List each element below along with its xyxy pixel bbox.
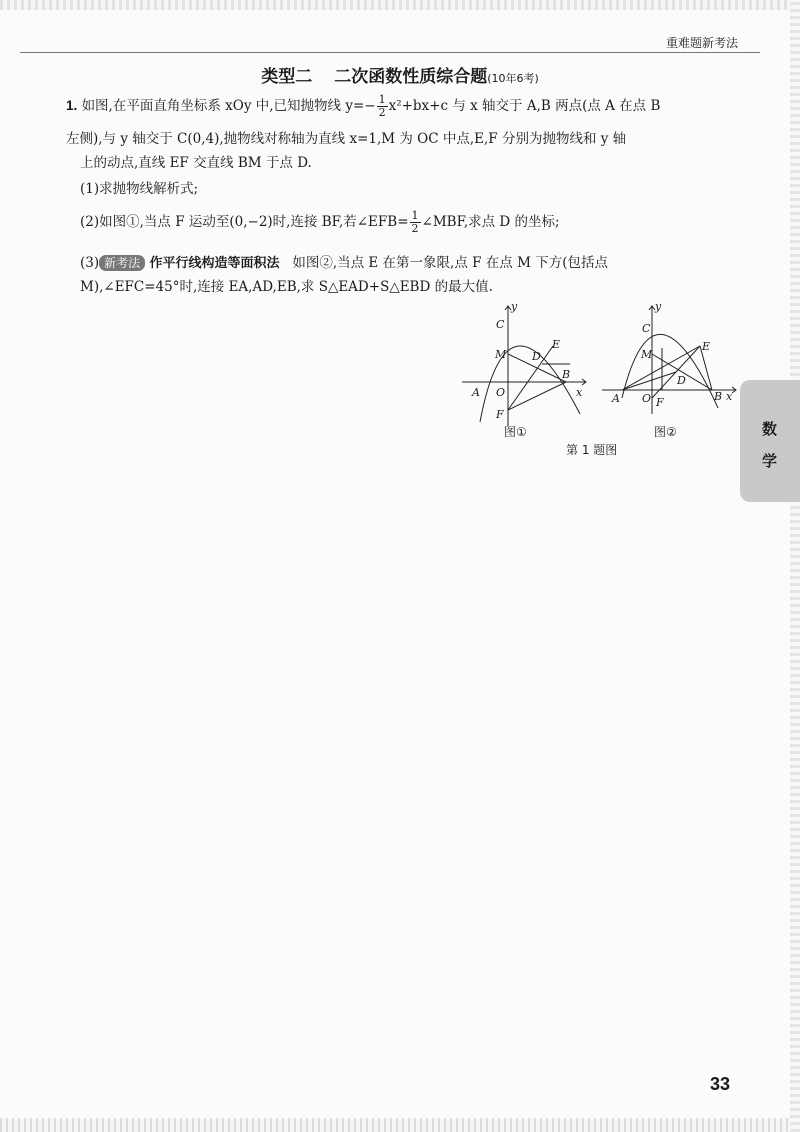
fraction-half-2: $\frac{1}{2}$	[411, 209, 419, 235]
problem-text-1b: x²+bx+c 与 x 轴交于 A,B 两点(点 A 在点 B	[388, 98, 661, 114]
label-m: M	[641, 348, 653, 361]
label-x: x	[576, 386, 583, 399]
fraction-half: $\frac{1}{2}$	[378, 93, 386, 119]
problem-number: 1.	[66, 98, 78, 113]
label-o: O	[642, 392, 652, 405]
label-a: A	[612, 392, 620, 405]
title-type: 类型二	[261, 67, 313, 87]
label-e: E	[702, 340, 711, 353]
label-e: E	[552, 338, 561, 351]
problem-line-1	[66, 94, 746, 119]
figure-caption: 第 1 题图	[566, 443, 618, 457]
part-3-cont: M),∠EFC=45°时,连接 EA,AD,EB,求 S△EAD+S△EBD 的最大值.	[80, 279, 493, 295]
label-a: A	[472, 386, 480, 399]
figure-1	[458, 302, 592, 442]
label-x: x	[726, 390, 733, 403]
label-f: F	[656, 396, 664, 409]
label-b: B	[714, 390, 723, 403]
line-ea	[622, 346, 700, 390]
page-number: 33	[709, 1074, 730, 1094]
label-m: M	[495, 348, 507, 361]
new-method-tag: 新考法	[99, 255, 145, 271]
label-o: O	[496, 386, 506, 399]
figure-2	[600, 302, 740, 442]
part-2: (2)如图①,当点 F 运动至(0,−2)时,连接 BF,若∠EFB= $\frac{1}{2}$ ∠MBF,求点 D 的坐标;	[80, 209, 560, 235]
page-edge-right	[790, 0, 800, 1132]
page-edge-bottom	[0, 1118, 800, 1132]
label-y: y	[655, 302, 662, 313]
label-c: C	[496, 318, 505, 331]
label-f: F	[496, 408, 504, 421]
label-d: D	[532, 350, 541, 363]
label-b: B	[562, 368, 571, 381]
title-note: (10年6考)	[487, 72, 539, 85]
subject-side-tab	[740, 380, 800, 502]
problem-line-3: 上的动点,直线 EF 交直线 BM 于点 D.	[80, 155, 312, 171]
header-rule	[20, 52, 760, 53]
part-3: (3) 新考法 作平行线构造等面积法 如图②,当点 E 在第一象限,点 F 在点 M 下方(包括点	[80, 255, 608, 271]
running-header: 重难题新考法	[665, 36, 738, 50]
line-ef	[508, 346, 553, 410]
line-bf	[508, 382, 566, 410]
label-c: C	[642, 322, 651, 335]
part-1: (1)求抛物线解析式;	[80, 181, 199, 197]
method-name: 作平行线构造等面积法	[149, 256, 280, 271]
label-d: D	[677, 374, 686, 387]
problem-line-2: 左侧),与 y 轴交于 C(0,4),抛物线对称轴为直线 x=1,M 为 OC 中点,E,F 分别为抛物线和 y 轴	[66, 131, 627, 147]
title-topic: 二次函数性质综合题	[334, 67, 488, 87]
side-tab-char-1: 数	[762, 420, 778, 438]
section-title	[0, 62, 800, 87]
page-edge-top	[0, 0, 800, 10]
label-y: y	[511, 302, 518, 313]
side-tab-char-2: 学	[762, 452, 778, 470]
problem-text-1a: 如图,在平面直角坐标系 xOy 中,已知抛物线 y=−	[81, 98, 376, 114]
figure-2-caption: 图②	[654, 425, 677, 439]
figure-1-caption: 图①	[504, 425, 527, 439]
